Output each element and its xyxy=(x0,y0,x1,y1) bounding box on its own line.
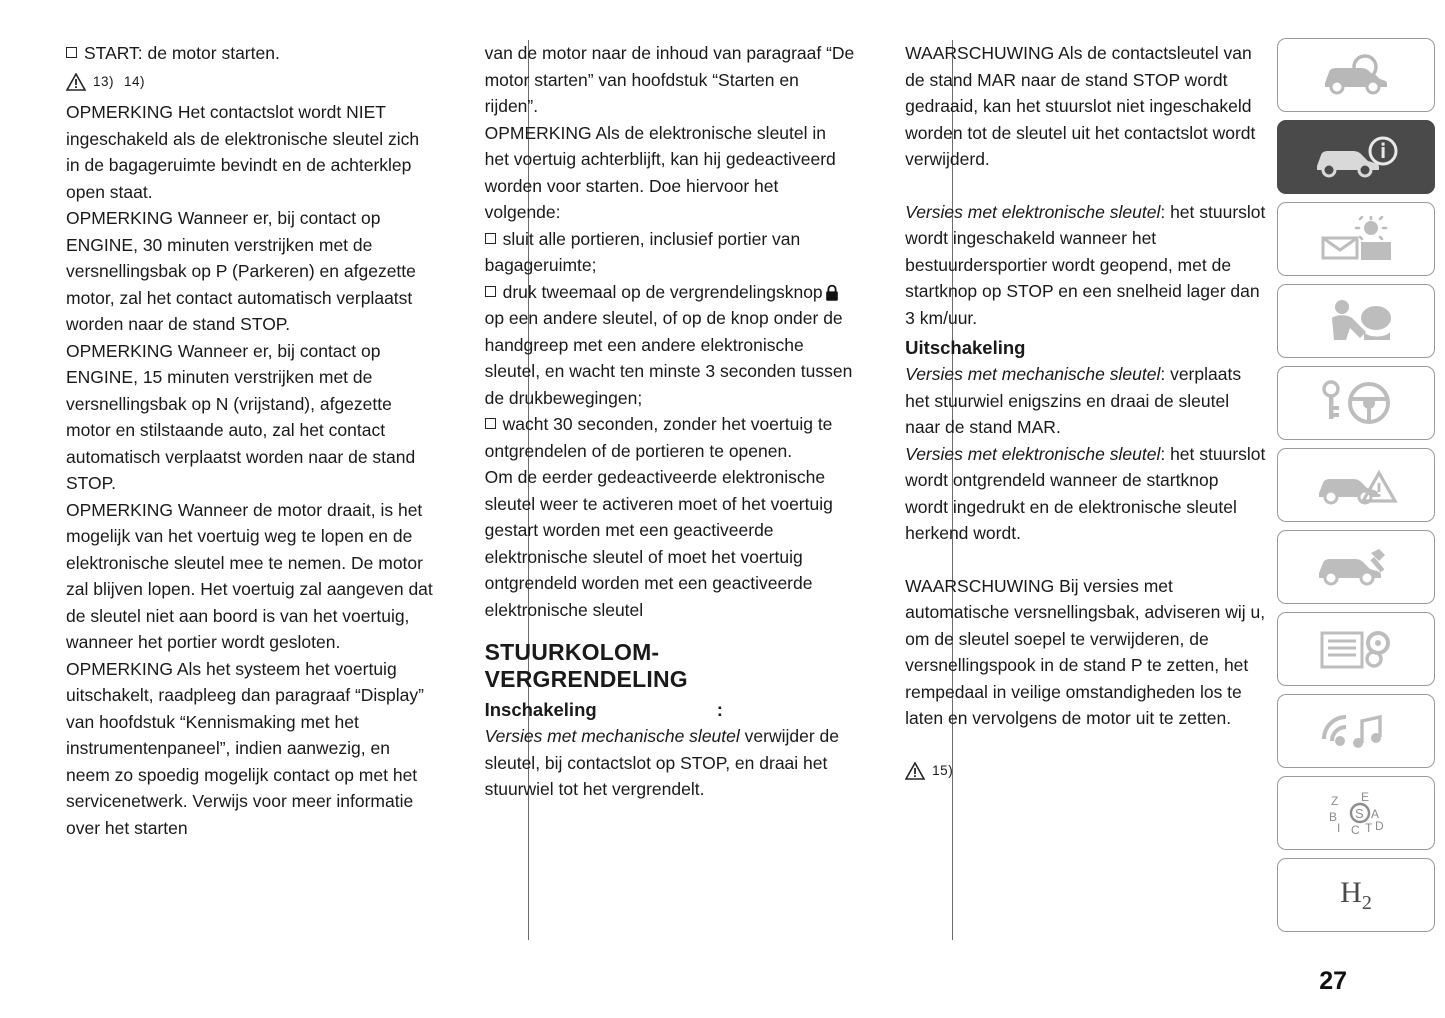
paragraph: OPMERKING Wanneer de motor draait, is het mogelijk van het voertuig weg te lopen en de elektronische sleutel mee te nemen. De motor zal blijven lopen. Het voertuig zal aangeven dat de sleutel niet aan boord is van het voertuig, wanneer het portier wordt gesloten. xyxy=(66,499,433,652)
paragraph: Versies met mechanische sleutel: verplaats het stuurwiel enigszins en draai de sleutel naar de stand MAR. xyxy=(905,364,1242,437)
sidebar-item-index-alphabet[interactable] xyxy=(1277,776,1435,850)
warning-triangle-icon xyxy=(66,73,86,91)
warning-triangle-icon xyxy=(905,762,925,780)
column-3 xyxy=(879,40,1266,940)
svg-text:B: B xyxy=(1329,810,1338,824)
chapter-tab-sidebar xyxy=(1277,38,1437,932)
index-alphabet-icon xyxy=(1313,790,1399,836)
svg-text:S: S xyxy=(1355,806,1364,821)
paragraph: Versies met elektronische sleutel: het stuurslot wordt ontgrendeld wanneer de startknop wordt ingedrukt en de elektronische sleutel herkend wordt. xyxy=(905,443,1266,543)
square-bullet-icon xyxy=(485,418,496,429)
sidebar-item-car-service[interactable] xyxy=(1277,530,1435,604)
sidebar-item-maintenance-list[interactable] xyxy=(1277,612,1435,686)
svg-text:T: T xyxy=(1365,821,1373,835)
paragraph: Versies met elektronische sleutel: het stuurslot wordt ingeschakeld wanneer het bestuurdersportier wordt geopend, met de startknop op STOP en een snelheid lager dan 3 km/uur. xyxy=(905,201,1266,328)
svg-text:I: I xyxy=(1337,821,1341,835)
paragraph: Versies met mechanische sleutel verwijder de sleutel, bij contactslot op STOP, en draai het stuurwiel tot het vergrendelt. xyxy=(484,726,840,799)
car-service-icon xyxy=(1313,545,1399,589)
page-number: 27 xyxy=(1319,967,1347,995)
sidebar-item-multimedia-audio[interactable] xyxy=(1277,694,1435,768)
warning-refs: 15) xyxy=(932,762,954,778)
climate-control-icon xyxy=(1313,216,1399,262)
square-bullet-icon xyxy=(66,47,77,58)
svg-text:A: A xyxy=(1371,807,1380,821)
emergency-warning-icon xyxy=(1313,463,1399,507)
bullet-item: sluit alle portieren, inclusief portier van bagageruimte; xyxy=(484,228,801,275)
h2-hydrogen-icon: $H_2$ xyxy=(1340,875,1372,914)
square-bullet-icon xyxy=(485,286,496,297)
svg-text:Z: Z xyxy=(1331,794,1339,808)
multimedia-audio-icon xyxy=(1316,709,1396,753)
airbag-safety-icon xyxy=(1316,298,1396,344)
emphasis-label: Versies met mechanische sleutel xyxy=(484,726,740,746)
emphasis-label: Versies met elektronische sleutel xyxy=(905,443,1161,464)
paragraph: OPMERKING Wanneer er, bij contact op ENGINE, 15 minuten verstrijken met de versnellingsbak op N (vrijstand), afgezette motor en stilstaande auto, zal het contact automatisch verplaatst worden naar de stand STOP. xyxy=(66,340,416,493)
paragraph: OPMERKING Als het systeem het voertuig uitschakelt, raadpleeg dan paragraaf “Display” van hoofdstuk “Kennismaking met het instrumentenpaneel”, indien aanwezig, en neem zo spoedig mogelijk contact op met het servicenetwerk. Verwijs voor meer informatie over het starten xyxy=(66,658,424,838)
warning-refs: 13) 14) xyxy=(93,73,146,89)
emphasis-label: Versies met elektronische sleutel xyxy=(905,201,1161,222)
paragraph: OPMERKING Het contactslot wordt NIET ingeschakeld als de elektronische sleutel zich in de bagageruimte bevindt en de achterklep open staat. xyxy=(66,102,420,202)
warning-reference-line xyxy=(905,758,1266,785)
svg-text:E: E xyxy=(1361,790,1370,804)
sidebar-item-h2-hydrogen[interactable] xyxy=(1277,858,1435,932)
emphasis-label: Versies met mechanische sleutel xyxy=(905,364,1161,384)
column-1 xyxy=(66,40,435,940)
warning-paragraph: WAARSCHUWING Bij versies met automatische versnellingsbak, adviseren wij u, om de sleutel soepel te verwijderen, de versnellingspook in de stand P te zetten, het rempedaal in veilige omstandigheden los te laten en vervolgens de motor uit te zetten. xyxy=(905,575,1266,728)
car-info-icon xyxy=(1311,135,1401,179)
paragraph: OPMERKING Wanneer er, bij contact op ENGINE, 30 minuten verstrijken met de versnellingsbak op P (Parkeren) en afgezette motor, zal het contact automatisch verplaatst worden naar de stand STOP. xyxy=(66,208,416,334)
section-title: STUURKOLOM-VERGRENDELING xyxy=(484,639,688,692)
paragraph: van de motor naar de inhoud van paragraaf “De motor starten” van hoofdstuk “Starten en rijden”. xyxy=(484,43,855,116)
paragraph: Om de eerder gedeactiveerde elektronische sleutel weer te activeren moet of het voertuig gestart worden met een geactiveerde elektronische sleutel of moet het voertuig ontgrendeld worden met een geactiveerde elektronische sleutel xyxy=(484,467,833,620)
warning-paragraph: WAARSCHUWING Als de contactsleutel van de stand MAR naar de stand STOP wordt gedraaid, kan het stuurslot niet ingeschakeld worden tot de sleutel uit het contactslot wordt verwijderd. xyxy=(905,43,1256,169)
steering-start-icon xyxy=(1314,380,1398,426)
lock-icon xyxy=(825,283,839,301)
sidebar-item-car-inspection[interactable] xyxy=(1277,38,1435,112)
maintenance-list-icon xyxy=(1314,627,1398,671)
sidebar-item-emergency-warning[interactable] xyxy=(1277,448,1435,522)
subheading: Inschakeling : xyxy=(484,699,723,720)
bullet-start: START: de motor starten. xyxy=(66,40,435,67)
paragraph: OPMERKING Als de elektronische sleutel in het voertuig achterblijft, kan hij gedeactiveerd worden voor starten. Doe hiervoor het volgende: xyxy=(484,122,836,222)
svg-text:D: D xyxy=(1375,819,1384,833)
text-columns xyxy=(66,40,1266,940)
column-2 xyxy=(459,40,856,940)
sidebar-item-climate-control[interactable] xyxy=(1277,202,1435,276)
warning-reference-line xyxy=(66,69,435,96)
subheading: Uitschakeling xyxy=(905,337,1026,358)
svg-text:C: C xyxy=(1351,823,1360,836)
car-inspection-icon xyxy=(1317,53,1395,97)
sidebar-item-car-info[interactable] xyxy=(1277,120,1435,194)
sidebar-item-steering-start[interactable] xyxy=(1277,366,1435,440)
sidebar-item-airbag-safety[interactable] xyxy=(1277,284,1435,358)
bullet-item: wacht 30 seconden, zonder het voertuig te ontgrendelen of de portieren te openen. xyxy=(484,414,833,461)
bullet-item: druk tweemaal op de vergrendelingsknopop een andere sleutel, of op de knop onder de handgreep met een andere elektronische sleutel, en wacht ten minste 3 seconden tussen de drukbewegingen; xyxy=(484,281,853,408)
square-bullet-icon xyxy=(485,233,496,244)
